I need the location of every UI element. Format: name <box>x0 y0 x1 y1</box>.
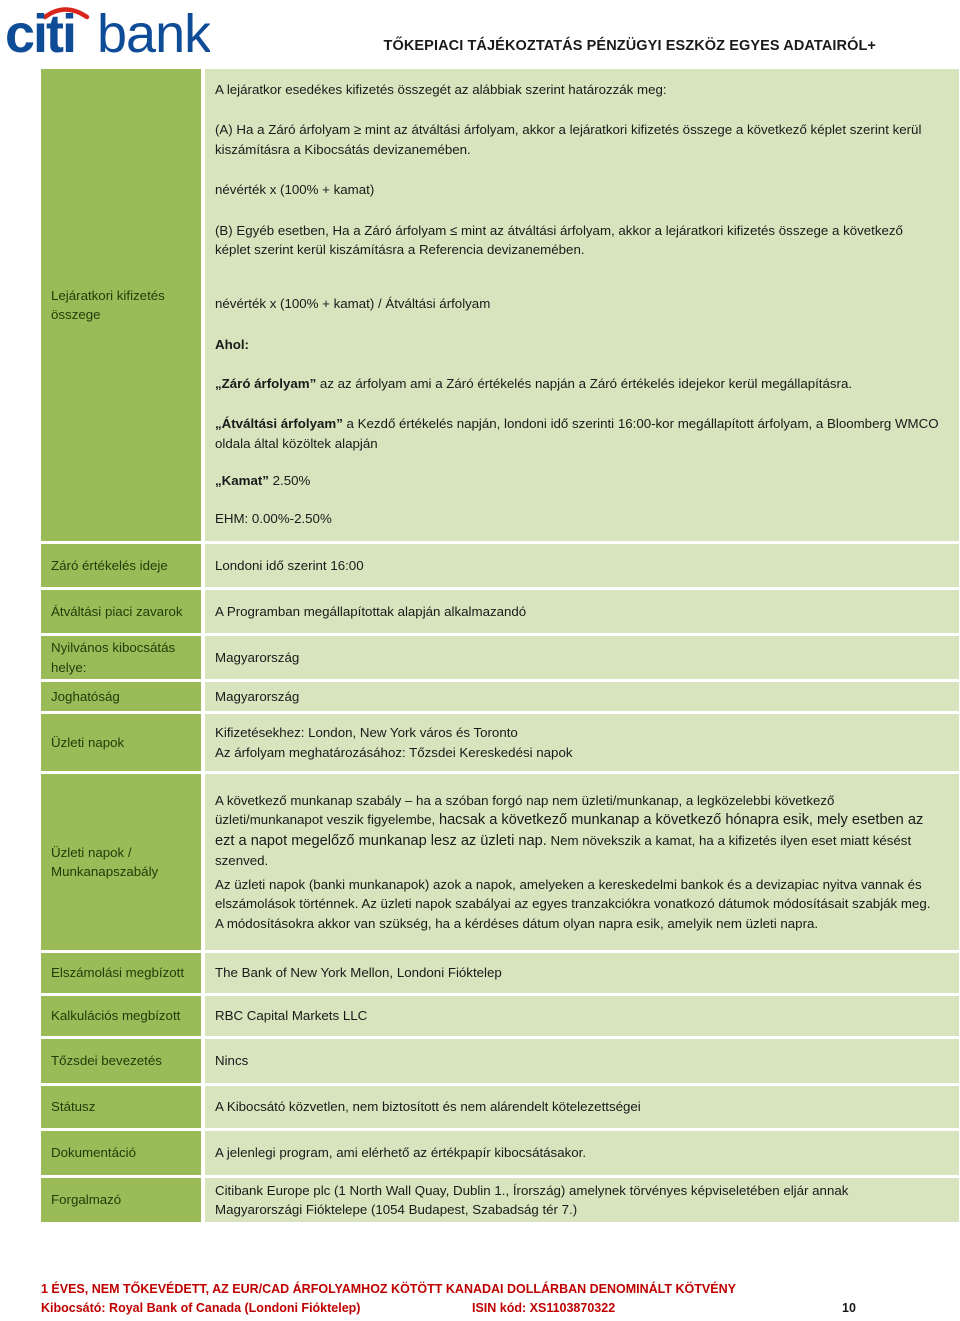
row-value: A jelenlegi program, ami elérhető az értékpapír kibocsátásakor. <box>205 1131 959 1175</box>
row-label: Dokumentáció <box>41 1131 201 1175</box>
row-value: Citibank Europe plc (1 North Wall Quay, Dublin 1., Írország) amelynek törvényes képviseletében eljár annak Magyarországi Fióktelepe (1054 Budapest, Szabadság tér 7.) <box>205 1178 959 1222</box>
row-value: Londoni idő szerint 16:00 <box>205 544 959 587</box>
svg-text:bank: bank <box>97 4 210 56</box>
formula-b: névérték x (100% + kamat) / Átváltási árfolyam <box>215 295 491 311</box>
row-value: Nincs <box>205 1039 959 1083</box>
formula-a: névérték x (100% + kamat) <box>215 182 375 198</box>
footer-product-title: 1 ÉVES, NEM TŐKEVÉDETT, AZ EUR/CAD ÁRFOLYAMHOZ KÖTÖTT KANADAI DOLLÁRBAN DENOMINÁLT KÖTVÉNY <box>41 1282 736 1296</box>
table-row <box>41 996 959 1036</box>
footer-issuer: Kibocsátó: Royal Bank of Canada (Londoni Fióktelep) <box>41 1301 361 1315</box>
document-header-title: TŐKEPIACI TÁJÉKOZTATÁS PÉNZÜGYI ESZKÖZ EGYES ADATAIRÓL+ <box>383 38 876 54</box>
case-a: (A) Ha a Záró árfolyam ≥ mint az átváltási árfolyam, akkor a lejáratkori kifizetés összege a következő képlet szerint kerül kiszámításra a Kibocsátás devizanemében. <box>215 122 922 157</box>
footer-issuer-line <box>41 1301 861 1315</box>
ehm: EHM: 0.00%-2.50% <box>215 510 332 526</box>
row-value: The Bank of New York Mellon, Londoni Fióktelep <box>205 953 959 993</box>
definition-closing-rate: „Záró árfolyam” az az árfolyam ami a Záró értékelés napján a Záró értékelés idejekor kerül megállapításra. <box>215 375 853 391</box>
definition-interest: „Kamat” 2.50% <box>215 473 311 489</box>
row-label: Joghatóság <box>41 682 201 711</box>
page-number: 10 <box>842 1301 856 1315</box>
terms-table <box>41 66 959 1225</box>
row-label: Elszámolási megbízott <box>41 953 201 993</box>
where-label: Ahol: <box>215 337 249 353</box>
row-value <box>205 714 959 771</box>
row-value: A Programban megállapítottak alapján alkalmazandó <box>205 590 959 633</box>
row-label: Forgalmazó <box>41 1178 201 1222</box>
redemption-value <box>205 69 959 541</box>
footer-isin: ISIN kód: XS1103870322 <box>472 1301 616 1315</box>
table-row <box>41 590 959 633</box>
citibank-logo <box>5 4 210 56</box>
table-row <box>41 1131 959 1175</box>
row-value: RBC Capital Markets LLC <box>205 996 959 1036</box>
definition-conversion-rate: „Átváltási árfolyam” a Kezdő értékelés napján, londoni idő szerinti 16:00-kor megállapított árfolyam, a Bloomberg WMCO oldala által közöltek alapján <box>215 416 939 451</box>
table-row <box>41 714 959 771</box>
table-row <box>41 953 959 993</box>
row-value: Magyarország <box>205 682 959 711</box>
business-day-definition: Az üzleti napok (banki munkanapok) azok a napok, amelyeken a kereskedelmi bankok és a devizapiac nyitva vannak és elszámolások történnek. Az üzleti napok szabályai az egyes tranzakciókra vonatkozó dátumok módosításait szabják meg. A módosításokra akkor van szükség, ha a kérdéses dátum olyan napra esik, amelyik nem üzleti napra. <box>215 876 931 931</box>
row-value <box>205 774 959 950</box>
row-label: Átváltási piaci zavarok <box>41 590 201 633</box>
table-row <box>41 1086 959 1128</box>
table-row <box>41 69 959 541</box>
row-value: A Kibocsátó közvetlen, nem biztosított és nem alárendelt kötelezettségei <box>205 1086 959 1128</box>
case-b: (B) Egyéb esetben, Ha a Záró árfolyam ≤ mint az átváltási árfolyam, akkor a lejáratkori kifizetés összege a következő képlet szerint kerül kiszámításra a Referencia devizanemében. <box>215 222 903 258</box>
row-label: Lejáratkori kifizetés összege <box>41 69 201 541</box>
svg-text:citi: citi <box>5 4 76 56</box>
redemption-intro: A lejáratkor esedékes kifizetés összegét az alábbiak szerint határozzák meg: <box>215 81 667 97</box>
table-row <box>41 682 959 711</box>
business-day-rule: A következő munkanap szabály – ha a szóban forgó nap nem üzleti/munkanap, a legközelebbi következő üzleti/munkanapot veszik figyelembe, hacsak a következő munkanap a következő hónapra esik, mely esetben az ezt a napot megelőző munkanap lesz az üzleti nap. Nem növekszik a kamat, ha a kifizetés ilyen eset miatt késést szenved. <box>215 792 924 869</box>
row-label: Záró értékelés ideje <box>41 544 201 587</box>
row-label: Kalkulációs megbízott <box>41 996 201 1036</box>
table-row <box>41 774 959 950</box>
business-days-payments: Kifizetésekhez: London, New York város és Toronto <box>215 725 518 740</box>
row-label: Tőzsdei bevezetés <box>41 1039 201 1083</box>
row-label: Nyilvános kibocsátás helye: <box>41 636 201 679</box>
table-row <box>41 636 959 679</box>
row-value: Magyarország <box>205 636 959 679</box>
row-label: Üzleti napok / Munkanapszabály <box>41 774 201 950</box>
table-row <box>41 544 959 587</box>
row-label: Üzleti napok <box>41 714 201 771</box>
row-label: Státusz <box>41 1086 201 1128</box>
business-days-rate: Az árfolyam meghatározásához: Tőzsdei Kereskedési napok <box>215 744 573 760</box>
table-row <box>41 1178 959 1222</box>
table-row <box>41 1039 959 1083</box>
